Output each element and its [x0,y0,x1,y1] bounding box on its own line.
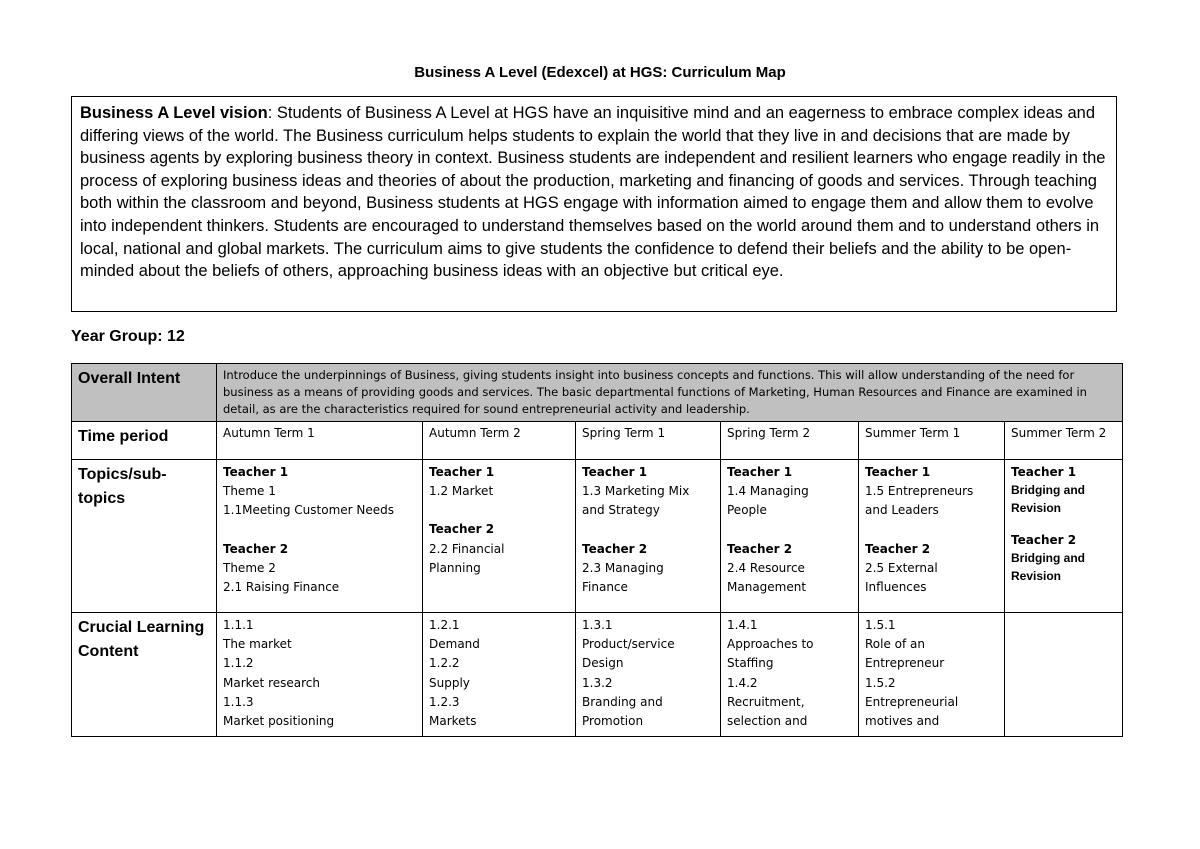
topics-label: Topics/sub-topics [72,460,217,613]
term-autumn-1: Autumn Term 1 [217,422,423,460]
content-line: 1.2.1 [429,618,460,632]
content-line: 1.3.1 [582,618,613,632]
content-line: The market [223,637,292,652]
teacher-label: Teacher 2 [1011,533,1077,548]
teacher-label: Teacher 1 [223,465,289,479]
teacher-label: Teacher 2 [429,522,495,537]
topic-line: 2.5 External [865,560,938,575]
content-line: 1.1.3 [223,694,254,709]
topic-line: 2.2 Financial [429,541,505,556]
vision-label: Business A Level vision [80,104,268,122]
topic-line: 1.2 Market [429,484,494,499]
topics-autumn-2 [423,460,576,613]
topic-line: 1.3 Marketing Mix [582,484,690,499]
topic-line: People [727,503,767,518]
content-line: 1.4.1 [727,618,758,632]
term-summer-2: Summer Term 2 [1005,422,1123,460]
overall-intent-row [72,364,1123,422]
topic-line: Planning [429,560,481,575]
topics-autumn-1 [217,460,423,613]
content-line: Role of an [865,637,926,652]
document-title: Business A Level (Edexcel) at HGS: Curriculum Map [414,64,786,81]
topic-line: 1.4 Managing [727,484,809,499]
term-summer-1: Summer Term 1 [859,422,1005,460]
content-summer-1 [859,613,1005,737]
teacher-label: Teacher 1 [865,465,931,479]
content-line: selection and [727,714,808,729]
content-line: 1.2.3 [429,694,460,709]
content-line: Staffing [727,656,774,671]
content-line: 1.1.1 [223,618,254,632]
topic-line: Theme 1 [223,484,276,499]
content-line: Promotion [582,714,644,729]
content-line: Approaches to [727,637,814,652]
topics-spring-1 [576,460,721,613]
topic-line: 1.1Meeting Customer Needs [223,503,394,518]
content-line: Design [582,656,624,671]
topic-line: Bridging and [1011,551,1085,566]
content-line: Supply [429,675,470,690]
topic-line: 2.4 Resource [727,560,805,575]
term-autumn-2: Autumn Term 2 [423,422,576,460]
content-spring-1 [576,613,721,737]
topic-line: 1.5 Entrepreneurs [865,484,974,499]
topic-line: Revision [1011,500,1062,515]
content-autumn-2 [423,613,576,737]
overall-intent-label: Overall Intent [72,364,217,422]
content-autumn-1 [217,613,423,737]
time-period-label: Time period [72,422,217,460]
term-spring-2: Spring Term 2 [721,422,859,460]
topic-line: 2.3 Managing [582,560,664,575]
teacher-label: Teacher 1 [1011,465,1077,479]
topic-line: Theme 2 [223,560,276,575]
topic-line: Revision [1011,568,1062,583]
topic-line: and Leaders [865,503,939,518]
content-line: 1.2.2 [429,656,460,671]
content-line: Market positioning [223,714,335,729]
teacher-label: Teacher 1 [582,465,648,479]
teacher-label: Teacher 2 [582,541,648,556]
content-line: Product/service [582,637,675,652]
topics-summer-2 [1005,460,1123,613]
content-line: Entrepreneurial [865,694,959,709]
teacher-label: Teacher 1 [429,465,495,479]
content-line: Markets [429,714,477,729]
content-line: 1.1.2 [223,656,254,671]
vision-text: : Students of Business A Level at HGS have an inquisitive mind and an eagerness to embrace complex ideas and differing views of the world. The Business curriculum helps students to explain the world that they live in and decisions that are made by business agents by exploring business theory in context. Business students are independent and resilient learners who engage readily in the process of exploring business ideas and theories of about the production, marketing and financing of goods and services. Through teaching both within the classroom and beyond, Business students at HGS engage with information aimed to engage them and allow them to evolve into independent thinkers. Students are encouraged to understand themselves based on the world around them and to understand others in local, national and global markets. The curriculum aims to give students the confidence to defend their beliefs and the ability to be open-minded about the beliefs of others, approaching business ideas with an objective but critical eye. [80,104,1106,281]
content-line: 1.5.2 [865,675,896,690]
topic-line: Management [727,580,807,595]
vision-statement-box [71,96,1117,312]
content-line: motives and [865,714,940,729]
content-line: Demand [429,637,480,652]
content-line: 1.4.2 [727,675,758,690]
teacher-label: Teacher 2 [223,541,289,556]
overall-intent-text: Introduce the underpinnings of Business, giving students insight into business concepts and functions. This will allow understanding of the need for business as a means of providing goods and services. The basic departmental functions of Marketing, Human Resources and Finance are examined in detail, as are the characteristics required for sound entrepreneurial activity and leadership. [217,364,1123,422]
topic-line: Finance [582,580,628,595]
topic-line: 2.1 Raising Finance [223,580,340,595]
content-line: 1.5.1 [865,618,896,632]
teacher-label: Teacher 2 [727,541,793,556]
topics-spring-2 [721,460,859,613]
learning-content-label: Crucial Learning Content [72,613,217,737]
topic-line: and Strategy [582,503,660,518]
topic-line: Influences [865,580,927,595]
content-line: Recruitment, [727,694,805,709]
content-spring-2 [721,613,859,737]
topic-line: Bridging and [1011,483,1085,498]
content-line: Market research [223,675,320,690]
teacher-label: Teacher 1 [727,465,793,479]
curriculum-table [71,363,1123,737]
content-line: Branding and [582,694,663,709]
term-spring-1: Spring Term 1 [576,422,721,460]
learning-content-row [72,613,1123,737]
content-line: Entrepreneur [865,656,945,671]
topics-summer-1 [859,460,1005,613]
content-summer-2 [1005,613,1123,737]
topics-row [72,460,1123,613]
year-group-heading: Year Group: 12 [71,328,185,345]
teacher-label: Teacher 2 [865,541,931,556]
content-line: 1.3.2 [582,675,613,690]
time-period-row [72,422,1123,460]
